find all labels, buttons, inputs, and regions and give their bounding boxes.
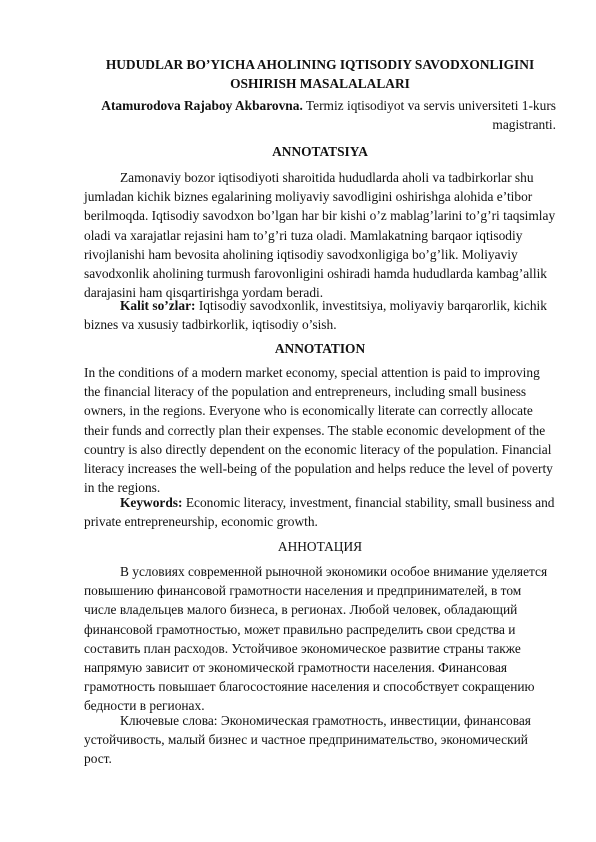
en-keywords-text: Economic literacy, investment, financial stability, small business and private entrepreneurship, economic growth.: [84, 495, 555, 530]
author-line: [84, 96, 556, 134]
title-line-1: HUDUDLAR BO’YICHA AHOLINING IQTISODIY SAVODXONLIGINI: [105, 57, 535, 72]
uz-keywords: [84, 296, 556, 334]
author-affiliation: Termiz iqtisodiyot va servis universiteti 1-kurs magistranti.: [302, 98, 556, 132]
uz-keywords-label: Kalit so’zlar:: [120, 298, 196, 313]
author-name: Atamurodova Rajaboy Akbarovna.: [101, 98, 303, 113]
ru-abstract-heading: АННОТАЦИЯ: [277, 539, 363, 554]
ru-keywords: Ключевые слова: Экономическая грамотность, инвестиции, финансовая устойчивость, малый бизнес и частное предпринимательство, экономический рост.: [84, 713, 531, 767]
paper-title: [84, 55, 556, 93]
en-keywords-label: Keywords:: [120, 495, 183, 510]
title-line-2: OSHIRISH MASALALALARI: [230, 76, 410, 91]
uz-keywords-text: Iqtisodiy savodxonlik, investitsiya, moliyaviy barqarorlik, kichik biznes va xususiy tadbirkorlik, iqtisodiy o’sish.: [84, 298, 547, 333]
uz-abstract-heading: ANNOTATSIYA: [272, 144, 368, 159]
en-abstract-heading: ANNOTATION: [274, 341, 366, 356]
en-abstract-body: In the conditions of a modern market economy, special attention is paid to improving the financial literacy of the population and entrepreneurs, including small business owners, in the regions. Everyone who is economically literate can correctly allocate their funds and correctly plan their expenses. The stable economic development of the country is also directly dependent on the economic literacy of the population. Financial literacy increases the well-being of the population and helps reduce the level of poverty in the regions.: [84, 365, 553, 496]
ru-abstract-body: В условиях современной рыночной экономики особое внимание уделяется повышению финансовой грамотности населения и предпринимателей, в том числе владельцев малого бизнеса, в регионах. Любой человек, обладающий финансовой грамотностью, может правильно распределить свои средства и составить план расходов. Устойчивое экономическое развитие страны также напрямую зависит от экономической грамотности населения. Финансовая грамотность повышает благосостояние населения и способствует сокращению бедности в регионах.: [84, 564, 548, 714]
en-keywords: [84, 493, 556, 531]
uz-abstract-body: Zamonaviy bozor iqtisodiyoti sharoitida hududlarda aholi va tadbirkorlar shu jumladan kichik biznes egalarining moliyaviy savodligini oshirishga alohida e’tibor berilmoqda. Iqtisodiy savodxon bo’lgan har bir kishi o’z mablag’larini to’g’ri taqsimlay oladi va xarajatlar rejasini ham to’g’ri tuza oladi. Mamlakatning barqaor iqtisodiy rivojlanishi ham bevosita aholining iqtisodiy savodxonligiga bo’g’lik. Moliyaviy savodxonlik aholining turmush farovonligini oshiradi hamda hududlarda kambag’allik darajasini ham qisqartirishga yordam beradi.: [84, 170, 556, 301]
